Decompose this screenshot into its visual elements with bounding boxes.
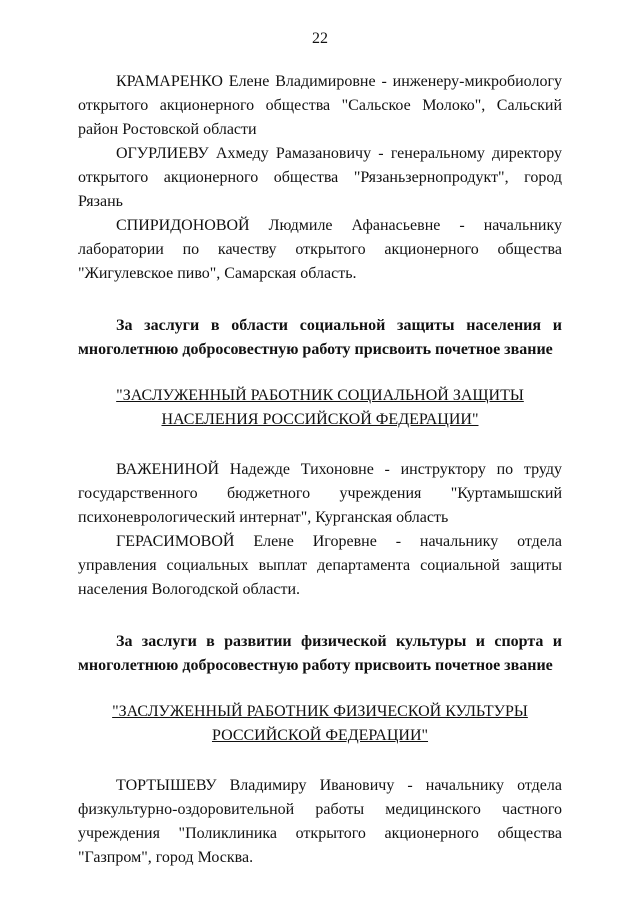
page-number: 22	[312, 30, 328, 47]
honorary-title-line: "ЗАСЛУЖЕННЫЙ РАБОТНИК ФИЗИЧЕСКОЙ КУЛЬТУРЫ	[112, 703, 528, 720]
honorary-title	[78, 700, 562, 748]
award-entry: ВАЖЕНИНОЙ Надежде Тихоновне - инструктору по труду государственного бюджетного учреждения "Куртамышский психоневрологический интернат", Курганская область	[78, 461, 562, 526]
honorary-title-line: "ЗАСЛУЖЕННЫЙ РАБОТНИК СОЦИАЛЬНОЙ ЗАЩИТЫ	[116, 387, 524, 404]
award-list-group1	[78, 70, 562, 286]
honorary-title-line: РОССИЙСКОЙ ФЕДЕРАЦИИ"	[211, 727, 429, 744]
section-intro: За заслуги в области социальной защиты населения и многолетнюю добросовестную работу присвоить почетное звание	[78, 317, 562, 358]
award-entry: СПИРИДОНОВОЙ Людмиле Афанасьевне - начальнику лаборатории по качеству открытого акционерного общества "Жигулевское пиво", Самарская область.	[78, 217, 562, 282]
section-social-protection	[78, 314, 562, 602]
document-body	[78, 70, 562, 870]
honorary-title	[78, 384, 562, 432]
award-entry: ОГУРЛИЕВУ Ахмеду Рамазановичу - генеральному директору открытого акционерного общества "Рязаньзернопродукт", город Рязань	[78, 145, 562, 210]
honorary-title-line: НАСЕЛЕНИЯ РОССИЙСКОЙ ФЕДЕРАЦИИ"	[161, 411, 479, 428]
award-entry: ГЕРАСИМОВОЙ Елене Игоревне - начальнику отдела управления социальных выплат департамента социальной защиты населения Вологодской области.	[78, 533, 562, 598]
section-physical-culture	[78, 630, 562, 870]
award-entry: ТОРТЫШЕВУ Владимиру Ивановичу - начальнику отдела физкультурно-оздоровительной работы медицинского частного учреждения "Поликлиника открытого акционерного общества "Газпром", город Москва.	[78, 777, 562, 866]
section-intro: За заслуги в развитии физической культуры и спорта и многолетнюю добросовестную работу присвоить почетное звание	[78, 633, 562, 674]
award-entry: КРАМАРЕНКО Елене Владимировне - инженеру-микробиологу открытого акционерного общества "Сальское Молоко", Сальский район Ростовской области	[78, 73, 562, 138]
